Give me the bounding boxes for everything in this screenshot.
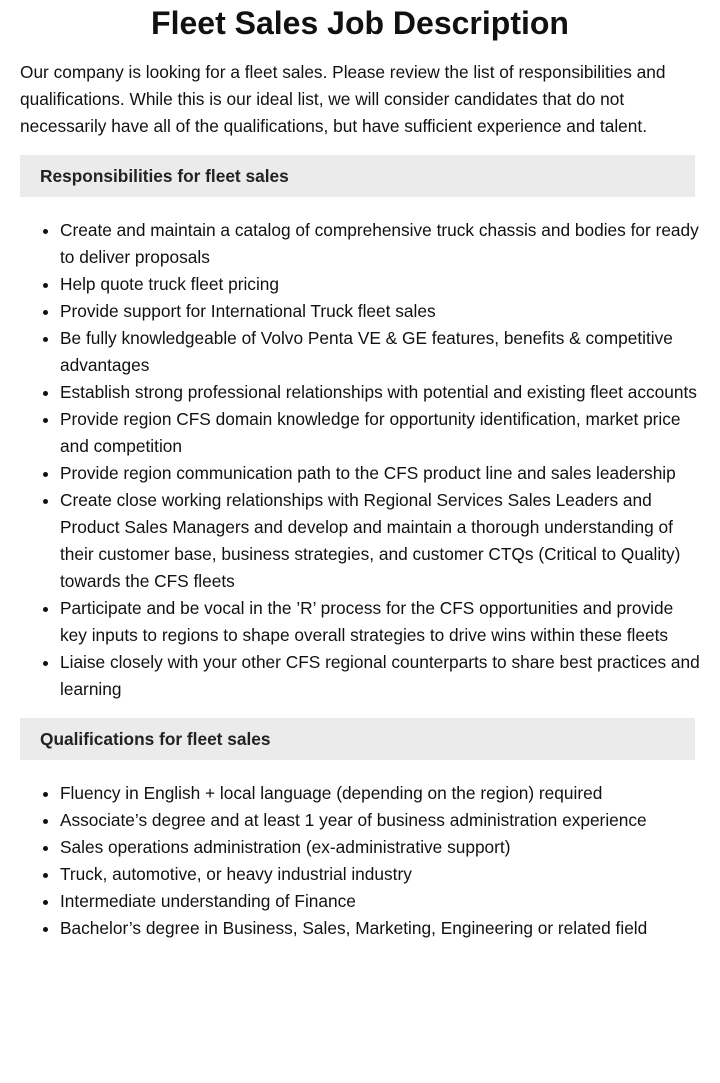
- list-item: • Provide region communication path to the CFS product line and sales leadership: [60, 460, 700, 487]
- list-item: • Fluency in English + local language (depending on the region) required: [60, 780, 700, 807]
- list-item: • Associate’s degree and at least 1 year of business administration experience: [60, 807, 700, 834]
- list-item: • Intermediate understanding of Finance: [60, 888, 700, 915]
- list-item: • Establish strong professional relationships with potential and existing fleet accounts: [60, 379, 700, 406]
- qualifications-list: [0, 780, 700, 942]
- list-item: • Help quote truck fleet pricing: [60, 271, 700, 298]
- list-item: • Truck, automotive, or heavy industrial industry: [60, 861, 700, 888]
- responsibilities-heading: Responsibilities for fleet sales: [20, 155, 695, 197]
- list-item: • Create close working relationships with Regional Services Sales Leaders and Product Sales Managers and develop and maintain a thorough understanding of their customer base, business strategies, and customer CTQs (Critical to Quality) towards the CFS fleets: [60, 487, 700, 595]
- list-item: • Sales operations administration (ex-administrative support): [60, 834, 700, 861]
- qualifications-heading: Qualifications for fleet sales: [20, 718, 695, 760]
- list-item: • Liaise closely with your other CFS regional counterparts to share best practices and learning: [60, 649, 700, 703]
- page-title: Fleet Sales Job Description: [151, 5, 569, 41]
- intro-paragraph: Our company is looking for a fleet sales. Please review the list of responsibilities and qualifications. While this is our ideal list, we will consider candidates that do not necessarily have all of the qualifications, but have sufficient experience and talent.: [20, 62, 666, 136]
- list-item: • Bachelor’s degree in Business, Sales, Marketing, Engineering or related field: [60, 915, 700, 942]
- list-item: • Provide support for International Truck fleet sales: [60, 298, 700, 325]
- list-item: • Create and maintain a catalog of comprehensive truck chassis and bodies for ready to deliver proposals: [60, 217, 700, 271]
- responsibilities-list: [0, 217, 700, 703]
- list-item: • Provide region CFS domain knowledge for opportunity identification, market price and competition: [60, 406, 700, 460]
- list-item: • Be fully knowledgeable of Volvo Penta VE & GE features, benefits & competitive advantages: [60, 325, 700, 379]
- list-item: • Participate and be vocal in the ’R’ process for the CFS opportunities and provide key inputs to regions to shape overall strategies to drive wins within these fleets: [60, 595, 700, 649]
